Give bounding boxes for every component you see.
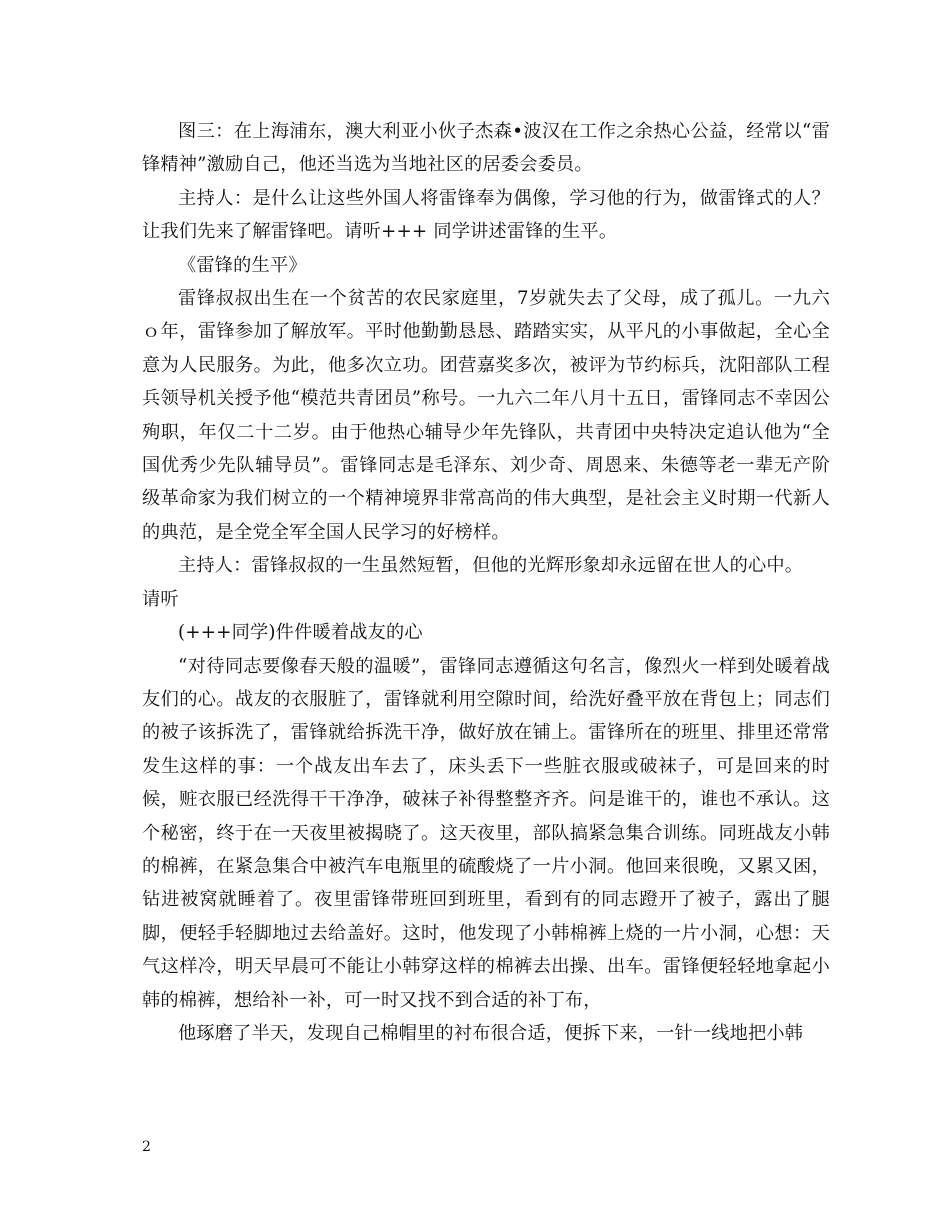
page-number: 2: [142, 1139, 151, 1155]
section-heading-life: 《雷锋的生平》: [178, 254, 307, 276]
paragraph-warming-story: “对待同志要像春天般的温暖”，雷锋同志遵循这句名言，像烈火一样到处暖着战友们的心。战友的衣服脏了，雷锋就利用空隙时间，给洗好叠平放在背包上；同志们的被子该拆洗了，雷锋就给拆洗干净，做好放在铺上。雷锋所在的班里、排里还常常发生这样的事：一个战友出车去了，床头丢下一些脏衣服或破袜子，可是回来的时候，赃衣服已经洗得干干净净，破袜子补得整整齐齐。问是谁干的，谁也不承认。这个秘密，终于在一天夜里被揭晓了。这天夜里，部队搞紧急集合训练。同班战友小韩的棉裤，在紧急集合中被汽车电瓶里的硫酸烧了一片小洞。他回来很晚，又累又困，钻进被窝就睡着了。夜里雷锋带班回到班里，看到有的同志蹬开了被子，露出了腿脚，便轻手轻脚地过去给盖好。这时，他发现了小韩棉裤上烧的一片小洞，心想：天气这样冷，明天早晨可不能让小韩穿这样的棉裤去出操、出车。雷锋便轻轻地拿起小韩的棉裤，想给补一补，可一时又找不到合适的补丁布，: [142, 655, 830, 1011]
paragraph-please-listen: 请听: [142, 588, 179, 610]
section-heading-warming-comrades: (+++同学)件件暖着战友的心: [178, 622, 423, 644]
paragraph-host-remark: 主持人：雷锋叔叔的一生虽然短暂，但他的光辉形象却永远留在世人的心中。: [178, 555, 804, 577]
paragraph-host-question: 主持人：是什么让这些外国人将雷锋奉为偶像，学习他的行为，做雷锋式的人？让我们先来了解雷锋吧。请听+++ 同学讲述雷锋的生平。: [142, 187, 830, 243]
paragraph-continuation: 他琢磨了半天，发现自己棉帽里的衬布很合适，便拆下来，一针一线地把小韩: [178, 1022, 804, 1044]
document-body: [142, 115, 830, 1050]
paragraph-figure-three: 图三：在上海浦东，澳大利亚小伙子杰森•波汉在工作之余热心公益，经常以“雷锋精神”激励自己，他还当选为当地社区的居委会委员。: [142, 121, 830, 176]
paragraph-life-story: 雷锋叔叔出生在一个贫苦的农民家庭里，7岁就失去了父母，成了孤儿。一九六ｏ年，雷锋参加了解放军。平时他勤勤恳恳、踏踏实实，从平凡的小事做起，全心全意为人民服务。为此，他多次立功。团营嘉奖多次，被评为节约标兵，沈阳部队工程兵领导机关授予他“模范共青团员”称号。一九六二年八月十五日，雷锋同志不幸因公殉职，年仅二十二岁。由于他热心辅导少年先锋队，共青团中央特决定追认他为“全国优秀少先队辅导员”。雷锋同志是毛泽东、刘少奇、周恩来、朱德等老一辈无产阶级革命家为我们树立的一个精神境界非常高尚的伟大典型，是社会主义时期一代新人的典范，是全党全军全国人民学习的好榜样。: [142, 288, 830, 543]
